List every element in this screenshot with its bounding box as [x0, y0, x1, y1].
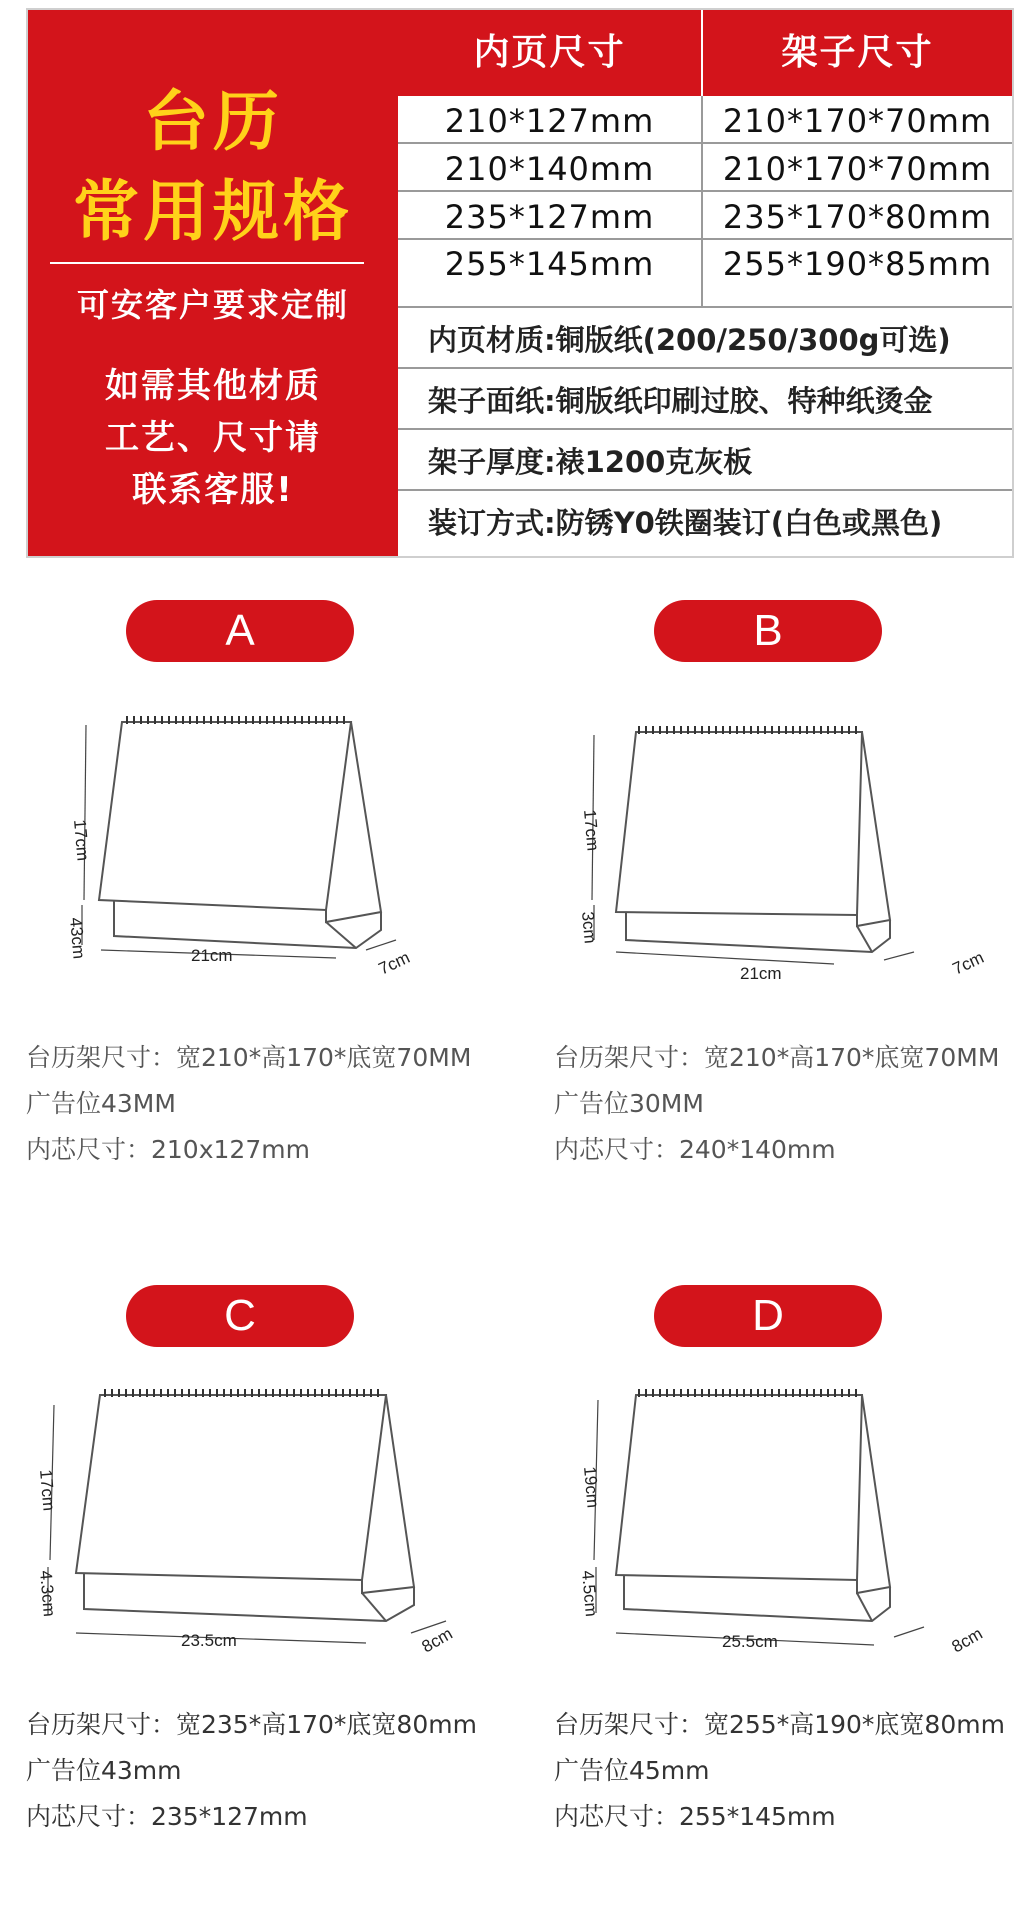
spec-title-panel	[28, 10, 398, 556]
ad-size-text: 广告位45mm	[554, 1756, 710, 1785]
dim-height: 17cm	[70, 818, 93, 862]
title-line-2: 常用规格	[73, 173, 353, 250]
calendar-card-b	[554, 600, 1036, 1220]
dim-width: 21cm	[740, 964, 782, 983]
dim-height: 19cm	[580, 1465, 603, 1509]
dim-width: 23.5cm	[181, 1631, 237, 1650]
ad-size-text: 广告位43mm	[26, 1756, 182, 1785]
material-row: 内页材质:铜版纸(200/250/300g可选)	[398, 308, 1012, 369]
table-row	[398, 144, 1012, 192]
frame-size-cell: 255*190*85mm	[722, 245, 993, 283]
dim-depth: 7cm	[949, 947, 987, 979]
inner-size-cell: 255*145mm	[398, 240, 703, 306]
dim-ad: 3cm	[578, 910, 600, 945]
calendar-illustration	[554, 690, 1036, 990]
dim-depth: 7cm	[375, 947, 413, 979]
contact-line: 联系客服!	[132, 470, 294, 510]
calendar-card-c	[26, 1285, 526, 1905]
model-badge: B	[654, 600, 882, 662]
inner-size-cell: 235*127mm	[398, 192, 703, 238]
calendar-card-a	[26, 600, 526, 1220]
model-badge: C	[126, 1285, 354, 1347]
calendar-illustration	[554, 1375, 1036, 1675]
dim-depth: 8cm	[948, 1623, 986, 1657]
table-row	[398, 240, 1012, 308]
header-frame-size: 架子尺寸	[781, 32, 934, 73]
spec-panel	[26, 8, 1014, 558]
custom-note: 可安客户要求定制	[76, 286, 349, 324]
inner-size-text: 内芯尺寸：210x127mm	[26, 1135, 310, 1164]
dim-ad: 4.5cm	[578, 1569, 601, 1618]
table-row	[398, 192, 1012, 240]
dim-ad: 43cm	[66, 916, 89, 960]
inner-size-text: 内芯尺寸：255*145mm	[554, 1802, 836, 1831]
frame-size-text: 台历架尺寸：宽210*高170*底宽70MM	[26, 1043, 472, 1072]
table-row	[398, 96, 1012, 144]
dim-height: 17cm	[580, 808, 603, 852]
inner-size-cell: 210*140mm	[398, 144, 703, 190]
dim-width: 25.5cm	[722, 1632, 778, 1651]
title-line-1: 台历	[143, 83, 283, 160]
ad-size-text: 广告位30MM	[554, 1089, 704, 1118]
dim-width: 21cm	[191, 946, 233, 965]
contact-line: 工艺、尺寸请	[105, 418, 321, 458]
calendar-illustration	[26, 690, 526, 990]
model-badge: D	[654, 1285, 882, 1347]
calendar-illustration	[26, 1375, 526, 1675]
frame-size-text: 台历架尺寸：宽255*高190*底宽80mm	[554, 1710, 1005, 1739]
dim-depth: 8cm	[418, 1623, 456, 1657]
frame-size-cell: 235*170*80mm	[722, 198, 993, 236]
frame-size-text: 台历架尺寸：宽235*高170*底宽80mm	[26, 1710, 477, 1739]
calendar-card-d	[554, 1285, 1036, 1905]
inner-size-cell: 210*127mm	[398, 96, 703, 142]
ad-size-text: 广告位43MM	[26, 1089, 176, 1118]
table-header	[398, 10, 1012, 96]
material-row: 架子面纸:铜版纸印刷过胶、特种纸烫金	[398, 369, 1012, 430]
divider	[50, 262, 364, 264]
contact-line: 如需其他材质	[105, 366, 321, 406]
inner-size-text: 内芯尺寸：235*127mm	[26, 1802, 308, 1831]
frame-size-cell: 210*170*70mm	[722, 102, 993, 140]
header-inner-size: 内页尺寸	[398, 10, 703, 96]
inner-size-text: 内芯尺寸：240*140mm	[554, 1135, 836, 1164]
dim-height: 17cm	[36, 1468, 59, 1512]
material-row: 架子厚度:裱1200克灰板	[398, 430, 1012, 491]
model-badge: A	[126, 600, 354, 662]
frame-size-text: 台历架尺寸：宽210*高170*底宽70MM	[554, 1043, 1000, 1072]
dim-ad: 4.3cm	[36, 1569, 59, 1618]
spec-table	[398, 10, 1012, 556]
material-row: 装订方式:防锈Y0铁圈装订(白色或黑色)	[428, 506, 943, 540]
frame-size-cell: 210*170*70mm	[722, 150, 993, 188]
